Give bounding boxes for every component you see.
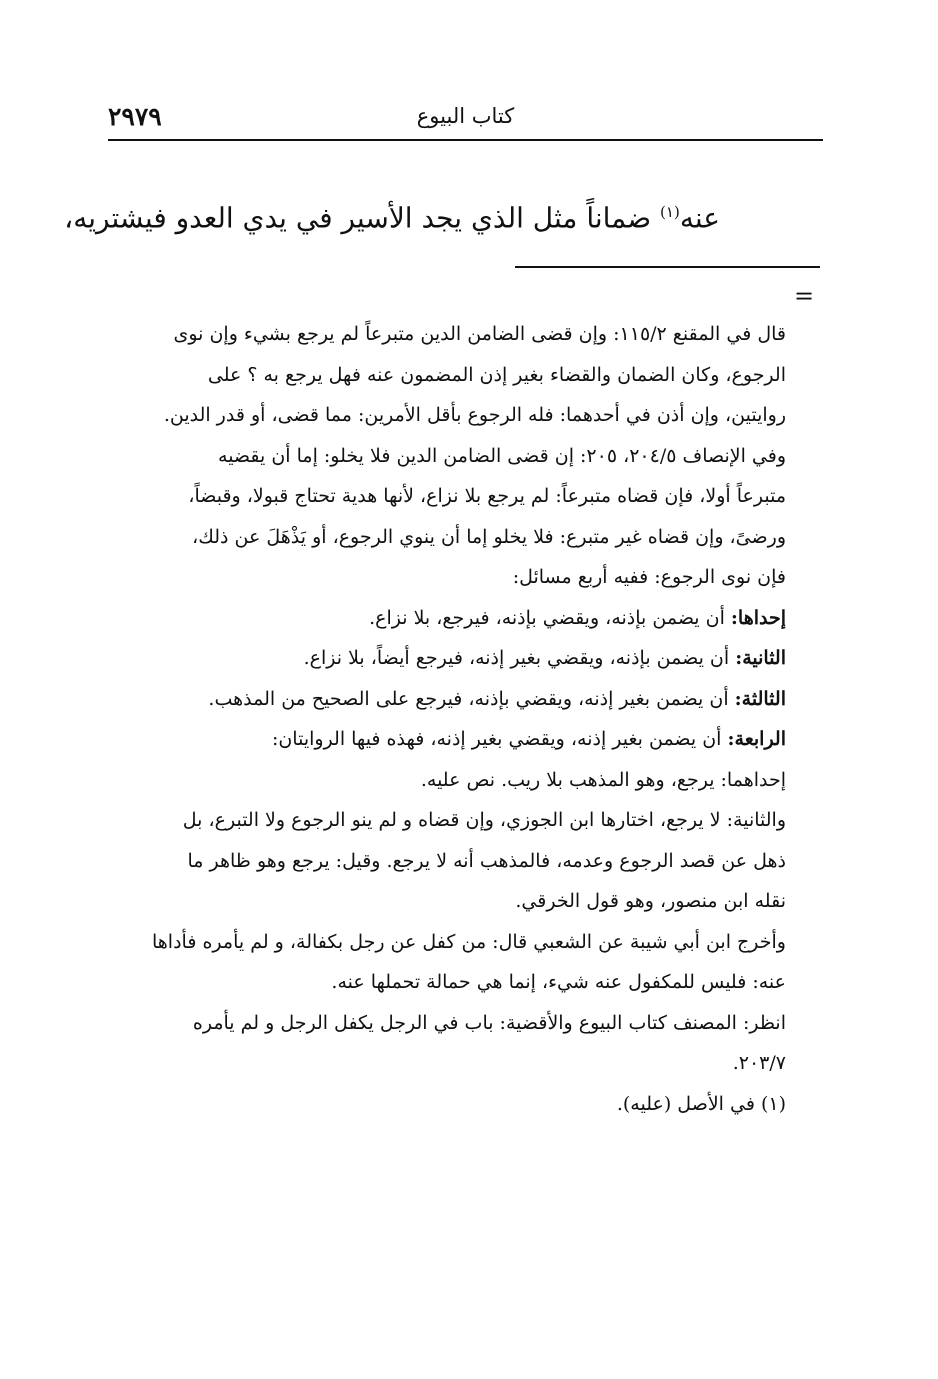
- issue-4: [106, 719, 786, 760]
- issue-2: [106, 638, 786, 679]
- continuation-mark: =: [794, 282, 815, 310]
- note-line: وفي الإنصاف ٢٠٤/٥، ٢٠٥: إن قضى الضامن الدين فلا يخلو: إما أن يقضيه: [218, 444, 786, 467]
- issue-3: [106, 679, 786, 720]
- issue-text: أن يضمن بغير إذنه، ويقضي بإذنه، فيرجع على الصحيح من المذهب.: [208, 687, 735, 710]
- footnote-divider: [515, 266, 820, 268]
- footnote-reference: (١): [660, 203, 680, 221]
- note-line: روايتين، وإن أذن في أحدهما: فله الرجوع بأقل الأمرين: مما قضى، أو قدر الدين.: [163, 404, 786, 426]
- note-line: ذهل عن قصد الرجوع وعدمه، فالمذهب أنه لا يرجع. وقيل: يرجع وهو ظاهر ما: [187, 849, 786, 872]
- note-line: الرجوع، وكان الضمان والقضاء بغير إذن المضمون عنه فهل يرجع به ؟ على: [207, 363, 786, 386]
- page-number: ٢٩٧٩: [108, 102, 162, 131]
- issue-label: الثانية:: [735, 647, 786, 669]
- note-line: ٢٠٣/٧.: [732, 1052, 786, 1074]
- main-text-start: عنه: [679, 201, 720, 235]
- header-divider: [108, 139, 823, 141]
- note-line: عنه: فليس للمكفول عنه شيء، إنما هي حمالة تحملها عنه.: [331, 971, 786, 993]
- note-line: والثانية: لا يرجع، اختارها ابن الجوزي، وإن قضاه و لم ينو الرجوع ولا التبرع، بل: [182, 809, 786, 831]
- issue-text: أن يضمن بإذنه، ويقضي بغير إذنه، فيرجع أيضاً، بلا نزاع.: [303, 647, 736, 669]
- main-text-rest: ضماناً مثل الذي يجد الأسير في يدي العدو فيشتريه،: [64, 201, 661, 235]
- note-line: متبرعاً أولا، فإن قضاه متبرعاً: لم يرجع بلا نزاع، لأنها هدية تحتاج قبولا، وقبضاً،: [188, 485, 786, 507]
- issue-text: أن يضمن بغير إذنه، ويقضي بغير إذنه، فهذه فيها الروايتان:: [271, 728, 728, 750]
- note-line: قال في المقنع ١١٥/٢: وإن قضى الضامن الدين متبرعاً لم يرجع بشيء وإن نوى: [173, 323, 786, 345]
- page-header: [108, 100, 823, 140]
- footnotes: [106, 314, 786, 1124]
- issue-label: الثالثة:: [734, 687, 786, 710]
- note-line: وأخرج ابن أبي شيبة عن الشعبي قال: من كفل عن رجل بكفالة، و لم يأمره فأداها: [152, 930, 786, 953]
- issue-label: إحداها:: [730, 606, 786, 629]
- main-text: [64, 187, 720, 243]
- note-line: انظر: المصنف كتاب البيوع والأقضية: باب في الرجل يكفل الرجل و لم يأمره: [192, 1011, 786, 1034]
- note-line: نقله ابن منصور، وهو قول الخرقي.: [515, 890, 786, 912]
- running-title: كتاب البيوع: [416, 104, 515, 128]
- note-line: ورضىً، وإن قضاه غير متبرع: فلا يخلو إما أن ينوي الرجوع، أو يَذْهَلَ عن ذلك،: [192, 525, 786, 548]
- issue-label: الرابعة:: [727, 728, 786, 750]
- issue-text: أن يضمن بإذنه، ويقضي بإذنه، فيرجع، بلا نزاع.: [369, 606, 731, 629]
- note-line: إحداهما: يرجع، وهو المذهب بلا ريب. نص عليه.: [420, 768, 786, 791]
- footnote-1: (١) في الأصل (عليه).: [616, 1092, 786, 1115]
- issue-1: [106, 598, 786, 639]
- note-line: فإن نوى الرجوع: ففيه أربع مسائل:: [512, 566, 786, 588]
